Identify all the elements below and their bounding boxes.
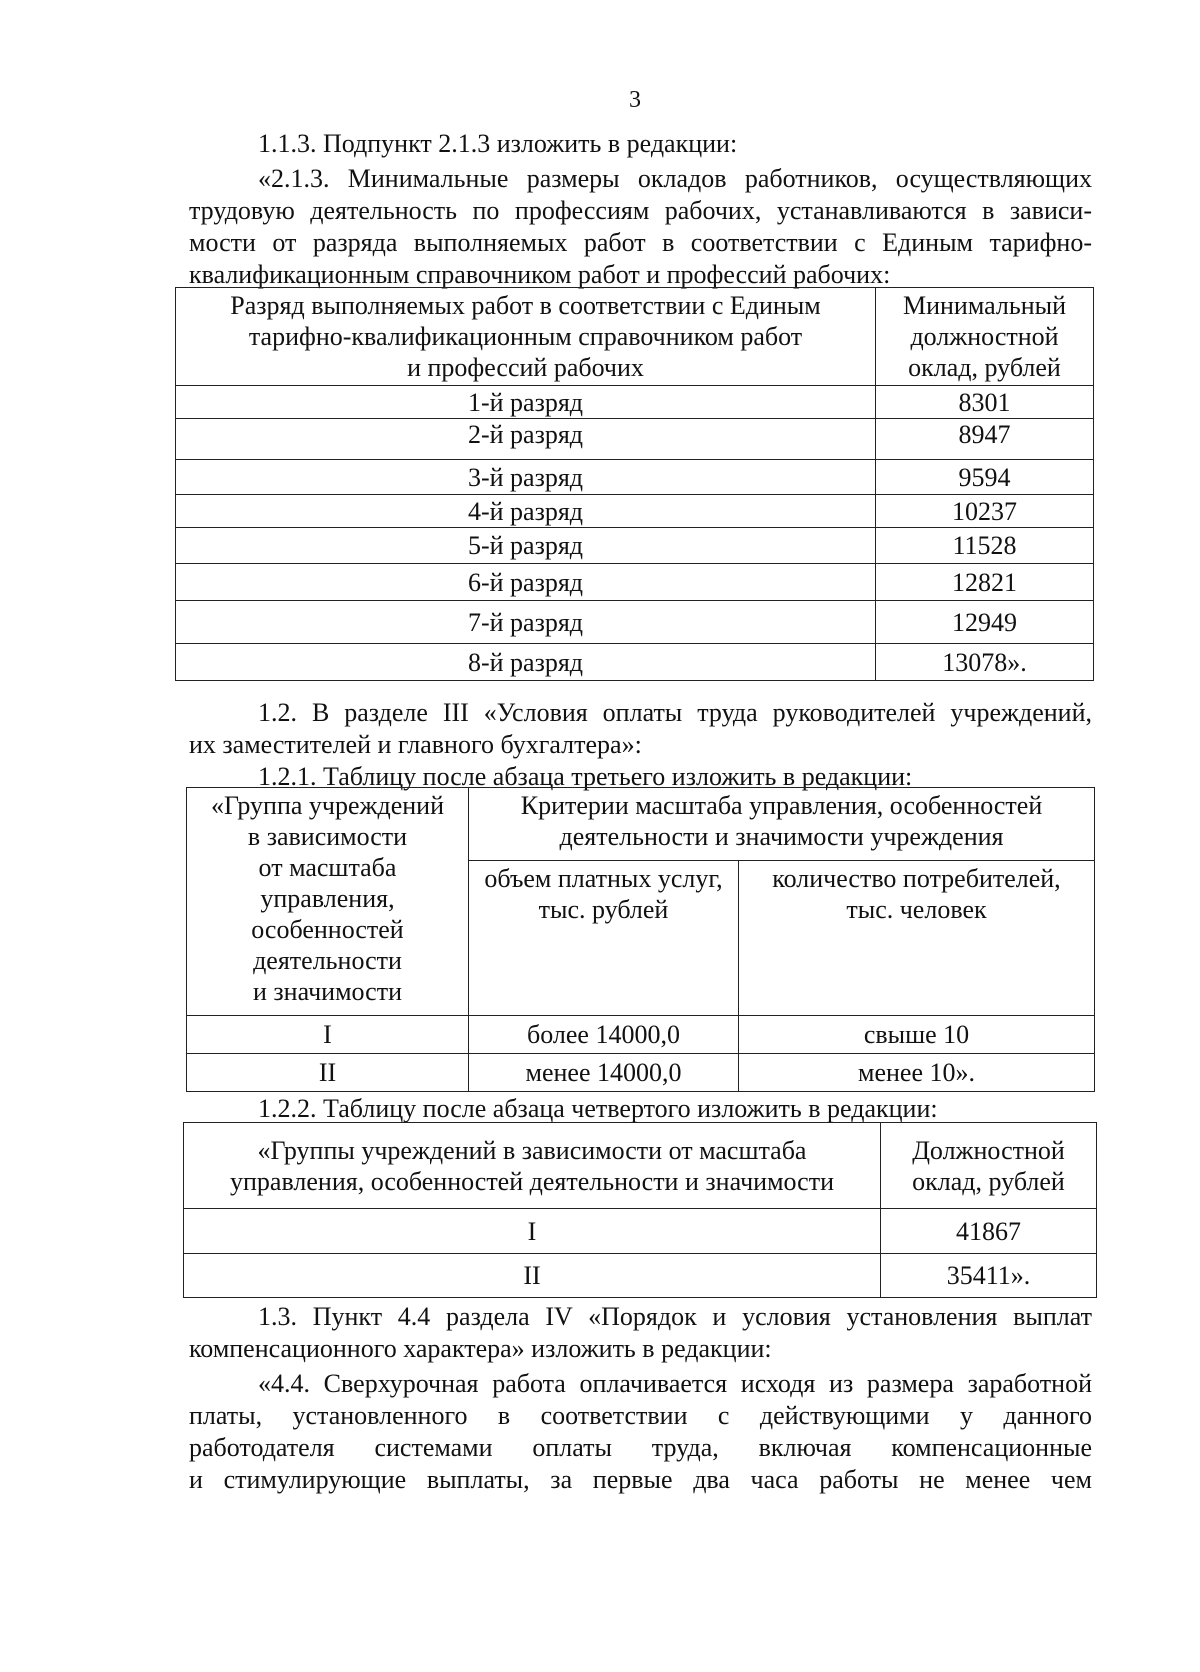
table3-group-cell: I: [184, 1209, 881, 1254]
table1-grade-cell: 3-й разряд: [176, 460, 876, 495]
table2-header-criteria: Критерии масштаба управления, особенностей деятельности и значимости учреждения: [469, 788, 1095, 861]
table-row: [187, 1016, 1095, 1054]
table3-salary-cell: 35411».: [881, 1254, 1097, 1298]
table-row: [187, 1054, 1095, 1092]
table1-salary-cell: 8301: [876, 386, 1094, 419]
table-row: [176, 495, 1094, 528]
paragraph-1-2-2: 1.2.2. Таблицу после абзаца четвертого изложить в редакции:: [258, 1094, 938, 1123]
paragraph-4-4-line-2: платы, установленного в соответствии с действующими у данного: [189, 1401, 1092, 1430]
paragraph-4-4-line-4: и стимулирующие выплаты, за первые два часа работы не менее чем: [189, 1465, 1092, 1494]
institution-group-criteria-table: [186, 787, 1095, 1092]
table2-header-consumers: количество потребителей, тыс. человек: [739, 861, 1095, 1016]
table1-grade-cell: 8-й разряд: [176, 644, 876, 681]
group-salary-table: [183, 1122, 1097, 1298]
table1-grade-cell: 1-й разряд: [176, 386, 876, 419]
table1-grade-cell: 7-й разряд: [176, 601, 876, 644]
paragraph-1-2-line-1: 1.2. В разделе III «Условия оплаты труда руководителей учреждений,: [258, 698, 1092, 727]
paragraph-2-1-3-line-3: мости от разряда выполняемых работ в соответствии с Единым тарифно-: [189, 228, 1092, 257]
table2-header-group: «Группа учреждений в зависимости от масштаба управления, особенностей деятельности и значимости: [187, 788, 469, 1016]
table2-header-volume: объем платных услуг, тыс. рублей: [469, 861, 739, 1016]
table-row: [176, 644, 1094, 681]
table-row: [176, 564, 1094, 601]
table3-header-group: «Группы учреждений в зависимости от масштаба управления, особенностей деятельности и значимости: [184, 1123, 881, 1209]
paragraph-1-3-line-2: компенсационного характера» изложить в редакции:: [189, 1334, 772, 1363]
paragraph-2-1-3-line-4: квалификационным справочником работ и профессий рабочих:: [189, 260, 891, 289]
table1-grade-cell: 6-й разряд: [176, 564, 876, 601]
table2-consumers-cell: менее 10».: [739, 1054, 1095, 1092]
table2-group-cell: I: [187, 1016, 469, 1054]
table2-volume-cell: менее 14000,0: [469, 1054, 739, 1092]
table1-salary-cell: 11528: [876, 528, 1094, 564]
paragraph-4-4-line-1: «4.4. Сверхурочная работа оплачивается исходя из размера заработной: [258, 1369, 1092, 1398]
table-row: [176, 386, 1094, 419]
table1-salary-cell: 12949: [876, 601, 1094, 644]
table1-salary-cell: 12821: [876, 564, 1094, 601]
table1-grade-cell: 2-й разряд: [176, 419, 876, 460]
table3-group-cell: II: [184, 1254, 881, 1298]
table1-grade-cell: 4-й разряд: [176, 495, 876, 528]
table1-grade-cell: 5-й разряд: [176, 528, 876, 564]
paragraph-1-2-line-2: их заместителей и главного бухгалтера»:: [189, 730, 642, 759]
table-row: [176, 601, 1094, 644]
table1-salary-cell: 9594: [876, 460, 1094, 495]
table-row: [176, 460, 1094, 495]
table3-salary-cell: 41867: [881, 1209, 1097, 1254]
paragraph-1-1-3: 1.1.3. Подпункт 2.1.3 изложить в редакции:: [258, 129, 738, 158]
table-row: [176, 528, 1094, 564]
table1-salary-cell: 13078».: [876, 644, 1094, 681]
table1-header-grade: Разряд выполняемых работ в соответствии с Единым тарифно-квалификационным справочником работ и профессий рабочих: [176, 288, 876, 386]
table1-salary-cell: 10237: [876, 495, 1094, 528]
table-row: [176, 419, 1094, 460]
paragraph-1-3-line-1: 1.3. Пункт 4.4 раздела IV «Порядок и условия установления выплат: [258, 1302, 1092, 1331]
paragraph-2-1-3-line-1: «2.1.3. Минимальные размеры окладов работников, осуществляющих: [258, 164, 1092, 193]
table-row: [184, 1254, 1097, 1298]
paragraph-4-4-line-3: работодателя системами оплаты труда, включая компенсационные: [189, 1433, 1092, 1462]
table3-header-salary: Должностной оклад, рублей: [881, 1123, 1097, 1209]
grade-salary-table: [175, 287, 1094, 681]
paragraph-2-1-3-line-2: трудовую деятельность по профессиям рабочих, устанавливаются в зависи-: [189, 196, 1092, 225]
table2-consumers-cell: свыше 10: [739, 1016, 1095, 1054]
table1-header-salary: Минимальный должностной оклад, рублей: [876, 288, 1094, 386]
paragraph-1-2-1: 1.2.1. Таблицу после абзаца третьего изложить в редакции:: [258, 762, 913, 791]
page-number: 3: [629, 87, 641, 113]
table2-group-cell: II: [187, 1054, 469, 1092]
table-row: [184, 1209, 1097, 1254]
table1-salary-cell: 8947: [876, 419, 1094, 460]
table2-volume-cell: более 14000,0: [469, 1016, 739, 1054]
